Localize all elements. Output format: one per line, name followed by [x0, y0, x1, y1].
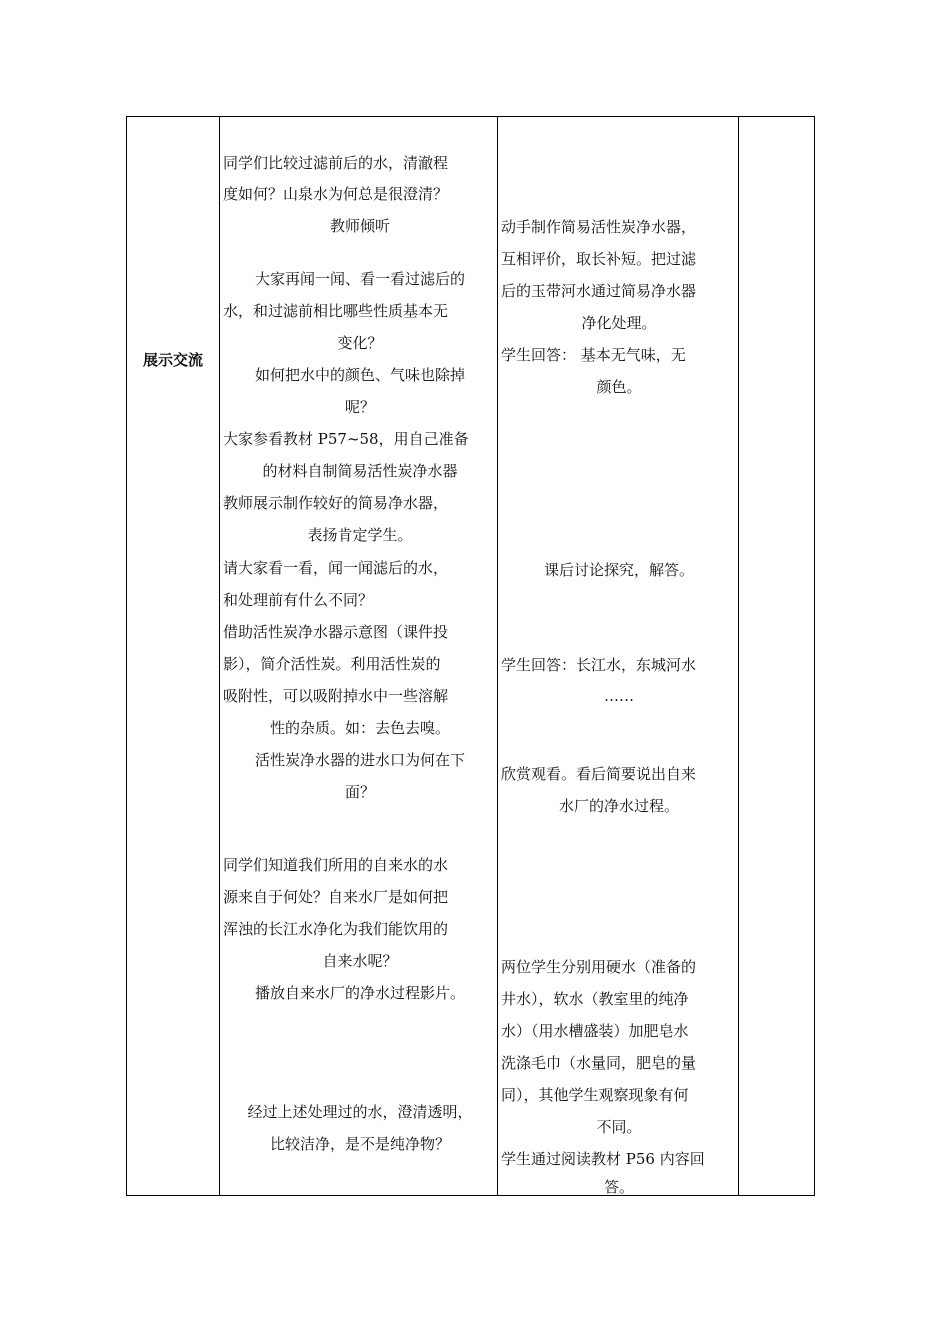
column-divider [738, 117, 739, 1195]
student-line: 颜色。 [596, 378, 642, 396]
teacher-line: 水，和过滤前相比哪些性质基本无 [223, 302, 449, 320]
teacher-line: 活性炭净水器的进水口为何在下 [254, 751, 465, 769]
student-line: 动手制作简易活性炭净水器， [501, 218, 697, 236]
teacher-line: 性的杂质。如：去色去嗅。 [269, 719, 450, 737]
section-label: 展示交流 [142, 351, 203, 369]
student-line: 井水），软水（教室里的纯净 [501, 990, 689, 1008]
teacher-line: 同学们知道我们所用的自来水的水 [223, 856, 449, 874]
teacher-line: 面？ [344, 783, 375, 801]
student-line: 互相评价，取长补短。把过滤 [501, 250, 697, 268]
teacher-line: 的材料自制简易活性炭净水器 [262, 462, 458, 480]
teacher-line: 表扬肯定学生。 [307, 526, 413, 544]
teacher-line: 教师倾听 [329, 217, 390, 235]
student-line: 同），其他学生观察现象有何 [501, 1086, 689, 1104]
teacher-line: 请大家看一看，闻一闻滤后的水， [223, 559, 449, 577]
teacher-line: 浑浊的长江水净化为我们能饮用的 [223, 920, 449, 938]
student-line: 净化处理。 [581, 314, 657, 332]
student-line: …… [604, 687, 634, 705]
student-line: 学生回答：长江水，东城河水 [501, 656, 697, 674]
teacher-line: 教师展示制作较好的简易净水器， [223, 494, 449, 512]
teacher-line: 比较洁净，是不是纯净物？ [269, 1135, 450, 1153]
teacher-line: 大家再闻一闻、看一看过滤后的 [254, 270, 465, 288]
teacher-line: 自来水呢？ [322, 952, 398, 970]
teacher-line: 和处理前有什么不同？ [223, 591, 374, 609]
column-divider [219, 117, 220, 1195]
column-divider [497, 117, 498, 1195]
teacher-line: 吸附性，可以吸附掉水中一些溶解 [223, 687, 449, 705]
student-line: 欣赏观看。看后简要说出自来 [501, 765, 697, 783]
student-line: 不同。 [596, 1118, 642, 1136]
student-line: 两位学生分别用硬水（准备的 [501, 958, 697, 976]
teacher-line: 影），简介活性炭。利用活性炭的 [223, 655, 441, 673]
teacher-line: 借助活性炭净水器示意图（课件投 [223, 623, 449, 641]
student-line: 课后讨论探究，解答。 [543, 561, 694, 579]
student-line: 后的玉带河水通过简易净水器 [501, 282, 697, 300]
teacher-line: 经过上述处理过的水，澄清透明， [247, 1103, 473, 1121]
teacher-line: 呢？ [344, 398, 375, 416]
teacher-line: 度如何？山泉水为何总是很澄清？ [223, 185, 449, 203]
teacher-line: 如何把水中的颜色、气味也除掉 [254, 366, 465, 384]
teacher-line: 播放自来水厂的净水过程影片。 [254, 984, 465, 1002]
teacher-line: 同学们比较过滤前后的水，清澈程 [223, 154, 449, 172]
student-line: 水）（用水槽盛装）加肥皂水 [501, 1022, 689, 1040]
student-line: 学生通过阅读教材 P56 内容回 [501, 1150, 705, 1168]
teacher-line: 源来自于何处？自来水厂是如何把 [223, 888, 449, 906]
student-line: 学生回答： 基本无气味，无 [501, 346, 686, 364]
teacher-line: 变化？ [337, 334, 383, 352]
student-line: 水厂的净水过程。 [558, 797, 679, 815]
teacher-line: 大家参看教材 P57~58，用自己准备 [223, 430, 469, 448]
student-line: 答。 [603, 1178, 634, 1196]
lesson-table [126, 116, 815, 1196]
student-line: 洗涤毛巾（水量同，肥皂的量 [501, 1054, 697, 1072]
